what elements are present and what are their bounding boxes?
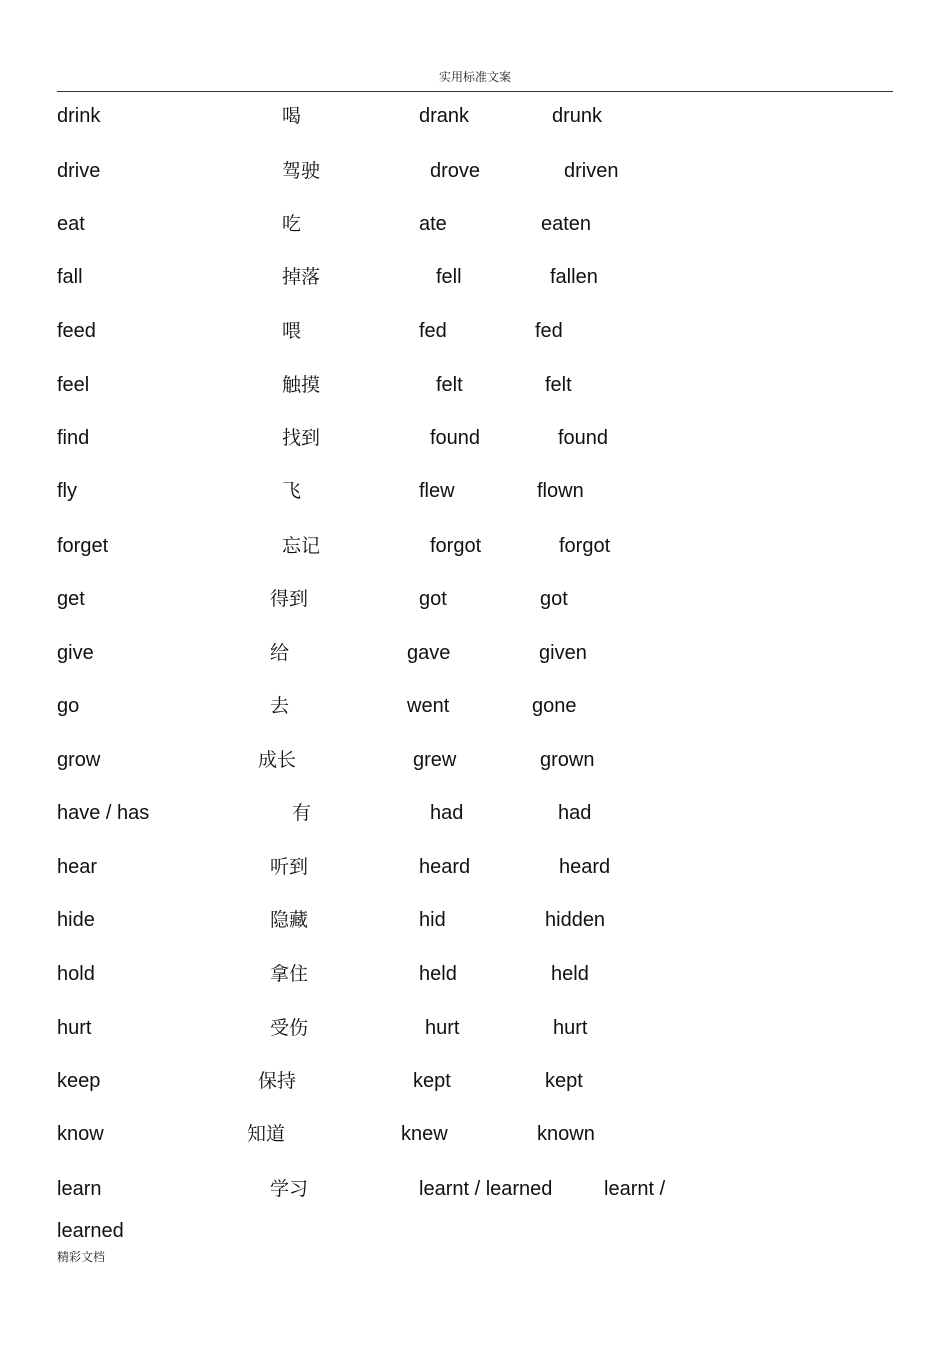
verb-row-know: [0, 1119, 950, 1149]
verb-row-forget: [0, 531, 950, 561]
verb-row-eat: [0, 209, 950, 239]
verb-past: hid: [419, 909, 446, 931]
verb-participle: gone: [532, 695, 577, 717]
verb-row-learn: [0, 1174, 950, 1204]
verb-meaning: 找到: [282, 427, 321, 449]
verb-row-hurt: [0, 1013, 950, 1043]
verb-participle: kept: [545, 1070, 583, 1092]
header-rule: [57, 91, 893, 92]
verb-base: find: [57, 427, 90, 449]
verb-row-hold: [0, 959, 950, 989]
verb-base: drink: [57, 105, 101, 127]
verb-base: go: [57, 695, 80, 717]
verb-base: eat: [57, 213, 85, 235]
verb-participle: forgot: [559, 535, 611, 557]
verb-base: give: [57, 642, 94, 664]
verb-past: grew: [413, 749, 457, 771]
verb-participle: had: [558, 802, 592, 824]
page-header: 实用标准文案: [438, 70, 511, 84]
verb-base: have / has: [57, 802, 150, 824]
verb-row-hide: [0, 905, 950, 935]
verb-participle: eaten: [541, 213, 592, 235]
verb-participle: felt: [545, 374, 572, 396]
verb-row-hear: [0, 852, 950, 882]
verb-participle: heard: [559, 856, 611, 878]
verb-base: learn: [57, 1178, 102, 1200]
verb-participle: fed: [535, 320, 563, 342]
verb-meaning: 听到: [270, 856, 309, 878]
verb-participle: learnt /: [604, 1178, 666, 1200]
verb-past: got: [419, 588, 447, 610]
learn-participle-continued: learned: [57, 1220, 124, 1242]
verb-past: forgot: [430, 535, 482, 557]
verb-past: fed: [419, 320, 447, 342]
verb-participle: drunk: [552, 105, 603, 127]
verb-meaning: 去: [270, 695, 290, 717]
verb-base: feed: [57, 320, 96, 342]
verb-base: fly: [57, 480, 77, 502]
verb-meaning: 隐藏: [270, 909, 309, 931]
verb-participle: fallen: [550, 266, 598, 288]
verb-past: had: [430, 802, 464, 824]
verb-base: forget: [57, 535, 109, 557]
verb-base: feel: [57, 374, 90, 396]
verb-base: hold: [57, 963, 95, 985]
verb-participle: driven: [564, 160, 619, 182]
verb-participle: given: [539, 642, 587, 664]
verb-meaning: 驾驶: [282, 160, 321, 182]
verb-meaning: 喝: [282, 105, 302, 127]
verb-meaning: 得到: [270, 588, 309, 610]
verb-row-feed: [0, 316, 950, 346]
verb-row-grow: [0, 745, 950, 775]
verb-participle: hidden: [545, 909, 606, 931]
verb-past: flew: [419, 480, 455, 502]
verb-base: get: [57, 588, 85, 610]
verb-row-drive: [0, 156, 950, 186]
verb-meaning: 忘记: [282, 535, 321, 557]
verb-meaning: 拿住: [270, 963, 309, 985]
verb-row-fall: [0, 262, 950, 292]
page-footer: 精彩文档: [57, 1250, 106, 1264]
verb-past: heard: [419, 856, 471, 878]
verb-meaning: 受伤: [270, 1017, 309, 1039]
verb-meaning: 学习: [270, 1178, 309, 1200]
verb-meaning: 成长: [258, 749, 297, 771]
verb-participle: hurt: [553, 1017, 588, 1039]
verb-row-have: [0, 798, 950, 828]
verb-participle: held: [551, 963, 589, 985]
verb-row-fly: [0, 476, 950, 506]
verb-row-keep: [0, 1066, 950, 1096]
verb-meaning: 知道: [247, 1123, 286, 1145]
verb-participle: known: [537, 1123, 595, 1145]
verb-participle: grown: [540, 749, 595, 771]
verb-row-drink: [0, 101, 950, 131]
verb-meaning: 掉落: [282, 266, 321, 288]
verb-meaning: 吃: [282, 213, 302, 235]
verb-participle: got: [540, 588, 568, 610]
verb-base: keep: [57, 1070, 101, 1092]
verb-past: went: [407, 695, 450, 717]
verb-past: drove: [430, 160, 481, 182]
verb-past: fell: [436, 266, 462, 288]
verb-base: fall: [57, 266, 83, 288]
verb-meaning: 触摸: [282, 374, 321, 396]
verb-past: drank: [419, 105, 470, 127]
verb-row-get: [0, 584, 950, 614]
verb-meaning: 飞: [282, 480, 302, 502]
verb-base: hurt: [57, 1017, 92, 1039]
verb-past: hurt: [425, 1017, 460, 1039]
verb-meaning: 有: [292, 802, 312, 824]
verb-participle: flown: [537, 480, 584, 502]
verb-row-give: [0, 638, 950, 668]
verb-base: know: [57, 1123, 104, 1145]
verb-past: felt: [436, 374, 463, 396]
verb-past: found: [430, 427, 481, 449]
verb-meaning: 给: [270, 642, 290, 664]
verb-base: hear: [57, 856, 98, 878]
verb-meaning: 保持: [258, 1070, 297, 1092]
verb-past: knew: [401, 1123, 448, 1145]
verb-meaning: 喂: [282, 320, 302, 342]
verb-past: ate: [419, 213, 447, 235]
verb-past: learnt / learned: [419, 1178, 553, 1200]
verb-row-go: [0, 691, 950, 721]
verb-past: kept: [413, 1070, 451, 1092]
verb-past: gave: [407, 642, 451, 664]
verb-row-feel: [0, 370, 950, 400]
verb-base: hide: [57, 909, 95, 931]
verb-base: grow: [57, 749, 101, 771]
verb-past: held: [419, 963, 457, 985]
verb-row-find: [0, 423, 950, 453]
verb-participle: found: [558, 427, 609, 449]
verb-base: drive: [57, 160, 101, 182]
